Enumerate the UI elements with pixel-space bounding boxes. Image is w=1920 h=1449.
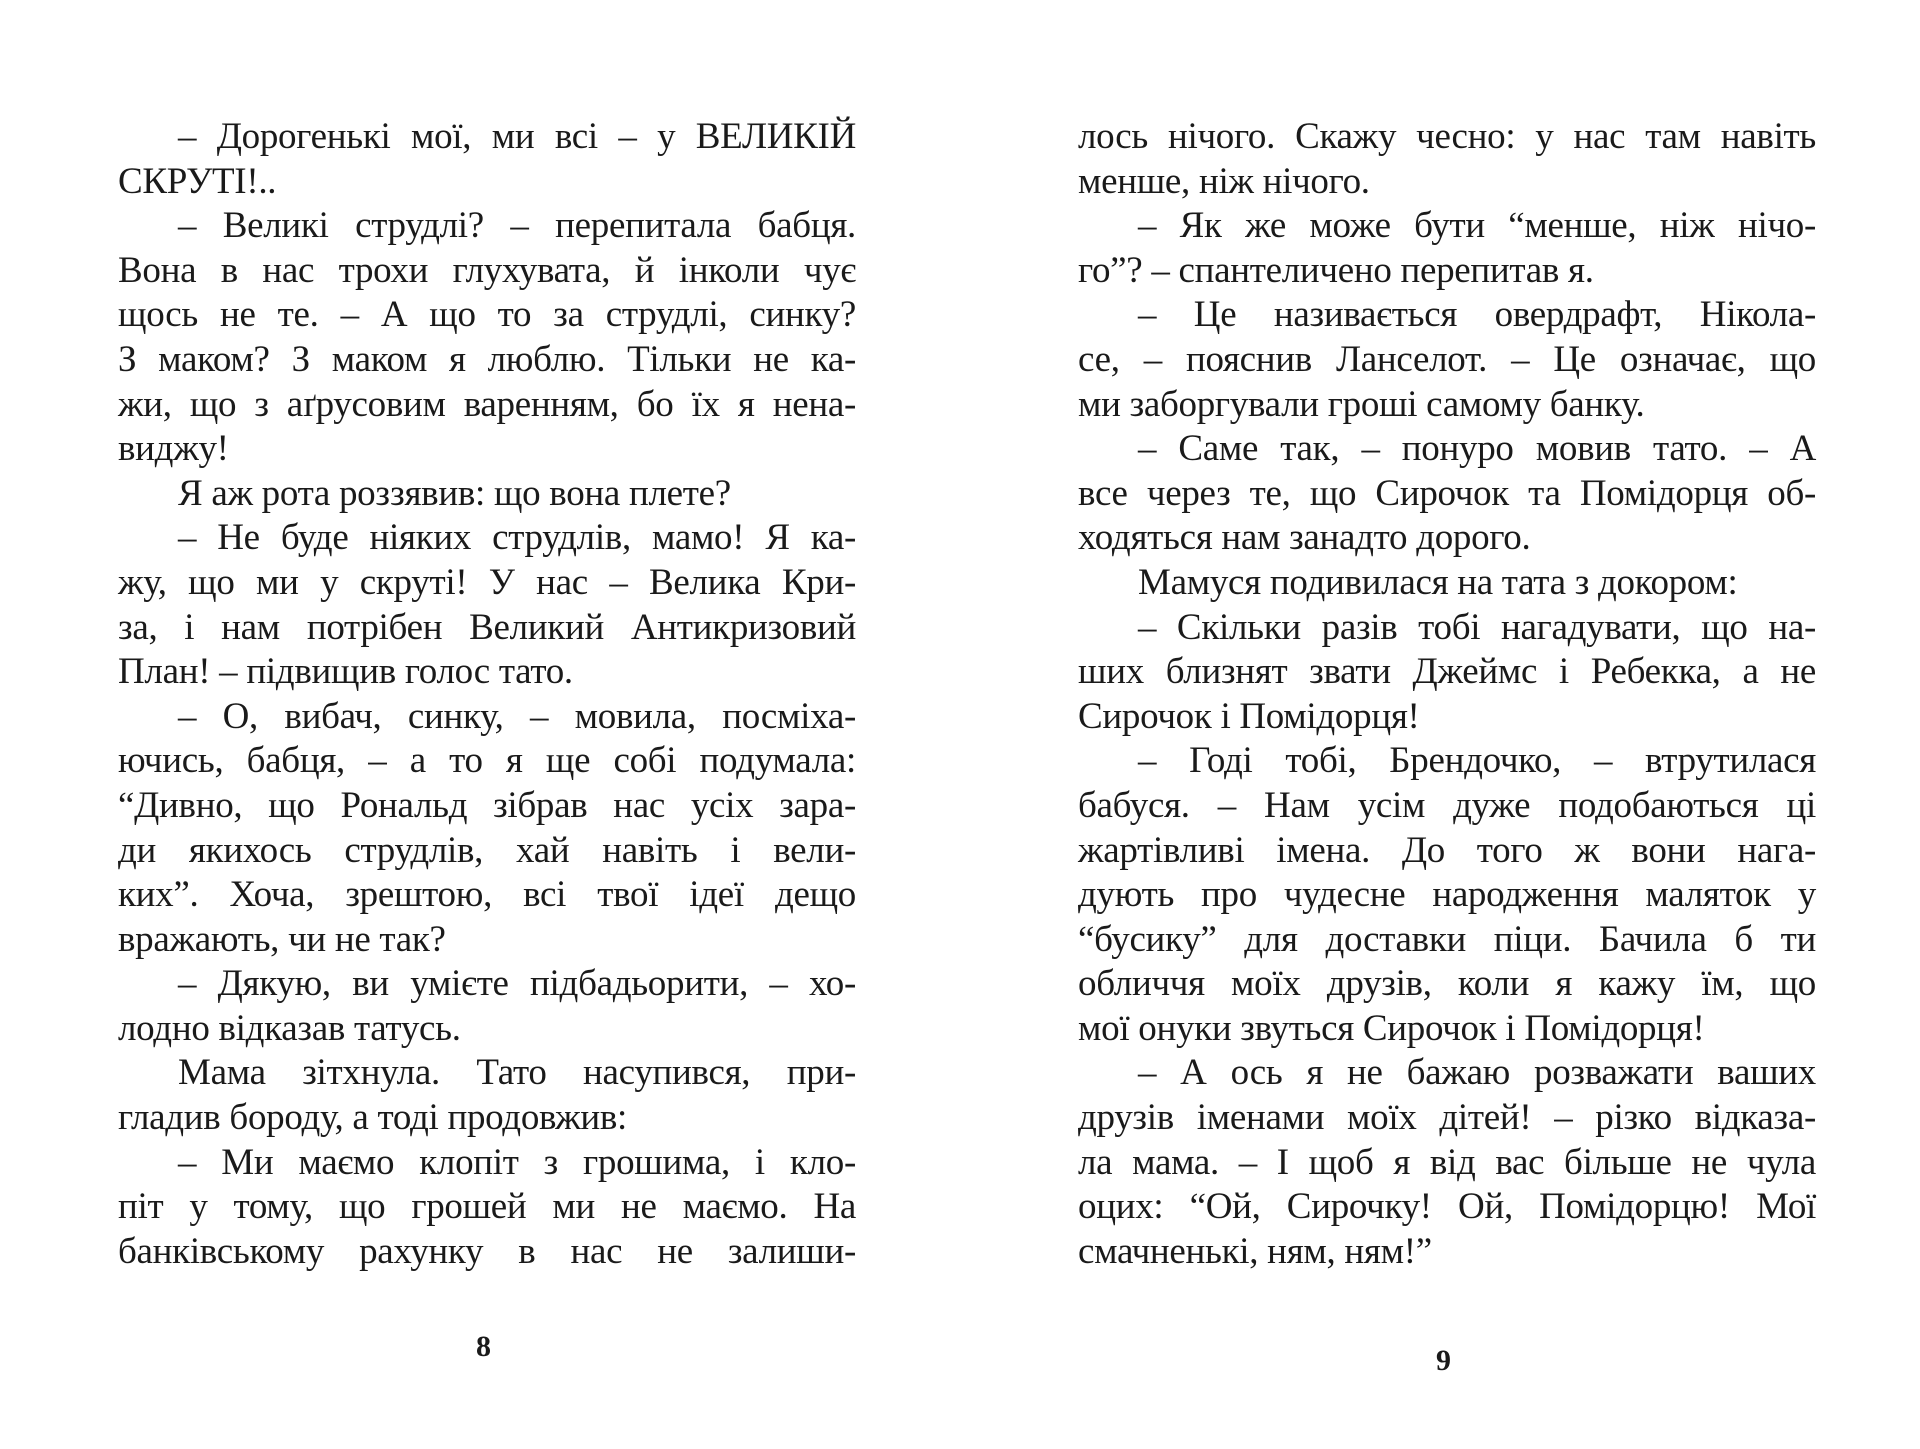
text-line: смачненькі, ням, ням!” [1078,1230,1432,1272]
text-line: мої онуки звуться Сирочок і Помідорця! [1078,1007,1705,1049]
text-line: ших близнят звати Джеймс і Ребекка, а не [1078,651,1816,693]
text-line: лодно відказав татусь. [118,1007,461,1049]
text-line: лось нічого. Скажу чесно: у нас там навіть [1078,116,1816,157]
text-line: Сирочок і Помідорця! [1078,695,1420,737]
text-line: ких”. Хоча, зрештою, всі твої ідеї дещо [118,874,856,916]
text-line: – Ми маємо клопіт з грошима, і кло- [178,1141,856,1183]
text-line: “бусику” для доставки піци. Бачила б ти [1078,918,1816,960]
right-page-text [1078,115,1816,1274]
text-line: обличчя моїх друзів, коли я кажу їм, що [1078,963,1816,1005]
text-line: – Це називається овердрафт, Нікола- [1138,294,1816,336]
text-line: се, – пояснив Ланселот. – Це означає, що [1078,338,1816,380]
text-line: жартівливі імена. До того ж вони нага- [1078,829,1816,871]
text-line: – Годі тобі, Брендочко, – втрутилася [1138,740,1816,782]
text-line: – О, вибач, синку, – мовила, посміха- [178,695,856,737]
text-line: Мама зітхнула. Тато насупився, при- [178,1052,856,1094]
text-line: менше, ніж нічого. [1078,160,1370,202]
text-line: – Не буде ніяких струдлів, мамо! Я ка- [178,517,856,559]
text-line: – Дякую, ви умієте підбадьорити, – хо- [178,963,856,1005]
text-line: План! – підвищив голос тато. [118,651,573,693]
text-line: Мамуся подивилася на тата з докором: [1138,561,1738,603]
text-line: жи, що з аґрусовим варенням, бо їх я нена- [118,383,856,425]
text-line: СКРУТІ!.. [118,160,277,202]
text-line: гладив бороду, а тоді продовжив: [118,1097,628,1139]
text-line: – Дорогенькі мої, ми всі – у ВЕЛИКІЙ [178,116,856,157]
page-number: 8 [476,1330,491,1363]
text-line: дують про чудесне народження маляток у [1078,874,1816,916]
text-line: “Дивно, що Рональд зібрав нас усіх зара- [118,784,856,826]
text-line: З маком? З маком я люблю. Тільки не ка- [118,338,856,380]
text-line: друзів іменами моїх дітей! – різко відказа- [1078,1097,1816,1139]
text-line: го”? – спантеличено перепитав я. [1078,249,1594,291]
page-number: 9 [1436,1344,1451,1377]
text-line: вражають, чи не так? [118,918,446,960]
text-line: Я аж рота роззявив: що вона плете? [178,472,731,514]
text-line: щось не те. – А що то за струдлі, синку? [118,294,856,336]
text-line: Вона в нас трохи глухувата, й інколи чує [118,249,856,291]
text-line: банківському рахунку в нас не залиши- [118,1230,856,1272]
text-line: виджу! [118,428,229,470]
text-line: все через те, що Сирочок та Помідорця об- [1078,472,1816,514]
text-line: ла мама. – І щоб я від вас більше не чула [1078,1141,1816,1183]
text-line: оцих: “Ой, Сирочку! Ой, Помідорцю! Мої [1078,1186,1816,1228]
text-line: бабуся. – Нам усім дуже подобаються ці [1078,784,1816,826]
text-line: – А ось я не бажаю розважати ваших [1138,1052,1816,1094]
text-line: ходяться нам занадто дорого. [1078,517,1531,559]
text-line: – Скільки разів тобі нагадувати, що на- [1138,606,1816,648]
text-line: піт у тому, що грошей ми не маємо. На [118,1186,856,1228]
text-line: жу, що ми у скруті! У нас – Велика Кри- [118,561,856,603]
text-line: – Саме так, – понуро мовив тато. – А [1138,428,1816,470]
text-line: за, і нам потрібен Великий Антикризовий [118,606,856,648]
text-line: ючись, бабця, – а то я ще собі подумала: [118,740,856,782]
left-page-text [118,115,856,1274]
text-line: ди якихось струдлів, хай навіть і вели- [118,829,856,871]
text-line: – Як же може бути “менше, ніж нічо- [1138,205,1816,247]
text-line: ми заборгували гроші самому банку. [1078,383,1645,425]
right-page [960,0,1920,1449]
text-line: – Великі струдлі? – перепитала бабця. [178,205,856,247]
